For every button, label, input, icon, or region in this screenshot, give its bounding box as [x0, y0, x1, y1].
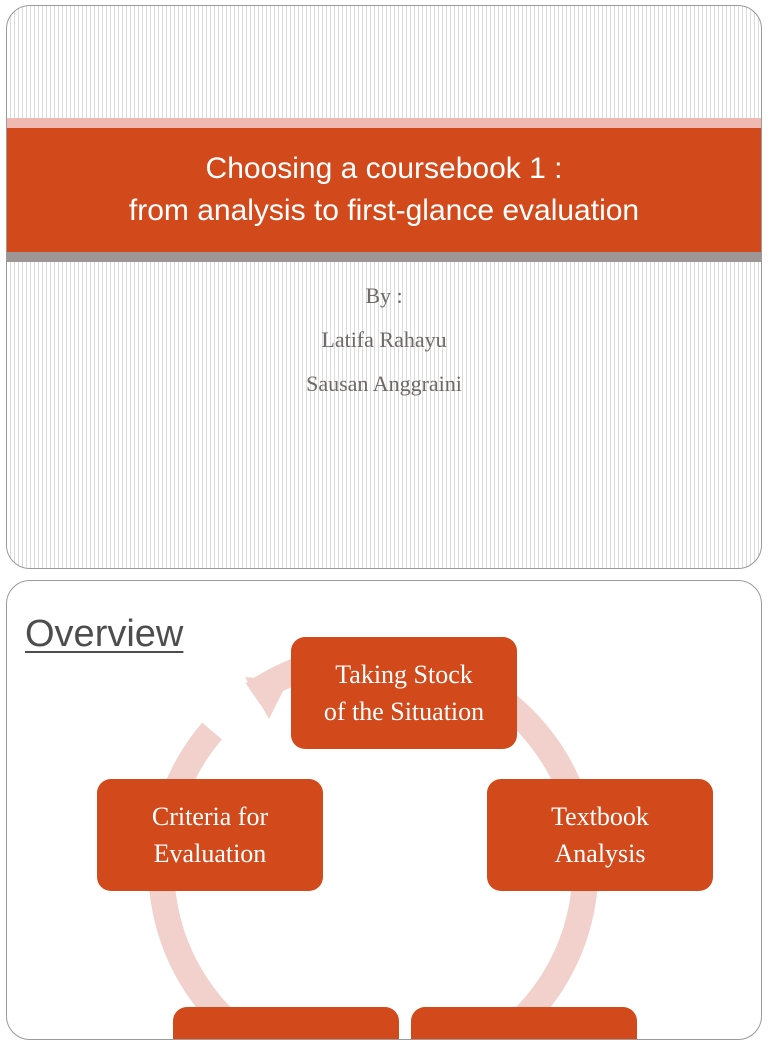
slide-title-line-2: from analysis to first-glance evaluation	[128, 194, 640, 227]
cycle-arrowhead	[245, 677, 288, 719]
by-label: By :	[365, 283, 403, 308]
cycle-node-criteria-for-evaluation	[97, 779, 323, 891]
author-name: Latifa Rahayu	[321, 327, 447, 352]
title-band	[7, 128, 761, 252]
overview-heading: Overview	[25, 613, 184, 655]
slide-title-line-1: Choosing a coursebook 1 :	[205, 152, 563, 185]
node-label-line: Evaluation	[153, 839, 267, 868]
node-label-line: Criteria for	[151, 802, 269, 831]
author-name: Sausan Anggraini	[306, 371, 462, 396]
overview-slide	[6, 580, 762, 1040]
title-band-top-stripe	[7, 118, 761, 128]
title-band-bottom-stripe	[7, 252, 761, 262]
node-label-line: Analysis	[554, 839, 646, 868]
authors-block	[7, 278, 761, 410]
cycle-node-textbook-analysis	[487, 779, 713, 891]
cycle-node-taking-stock	[291, 637, 517, 749]
node-label-line: Textbook	[551, 802, 649, 831]
node-label-line: Taking Stock	[335, 660, 473, 689]
node-label-line: of the Situation	[323, 697, 485, 726]
title-slide	[6, 5, 762, 569]
